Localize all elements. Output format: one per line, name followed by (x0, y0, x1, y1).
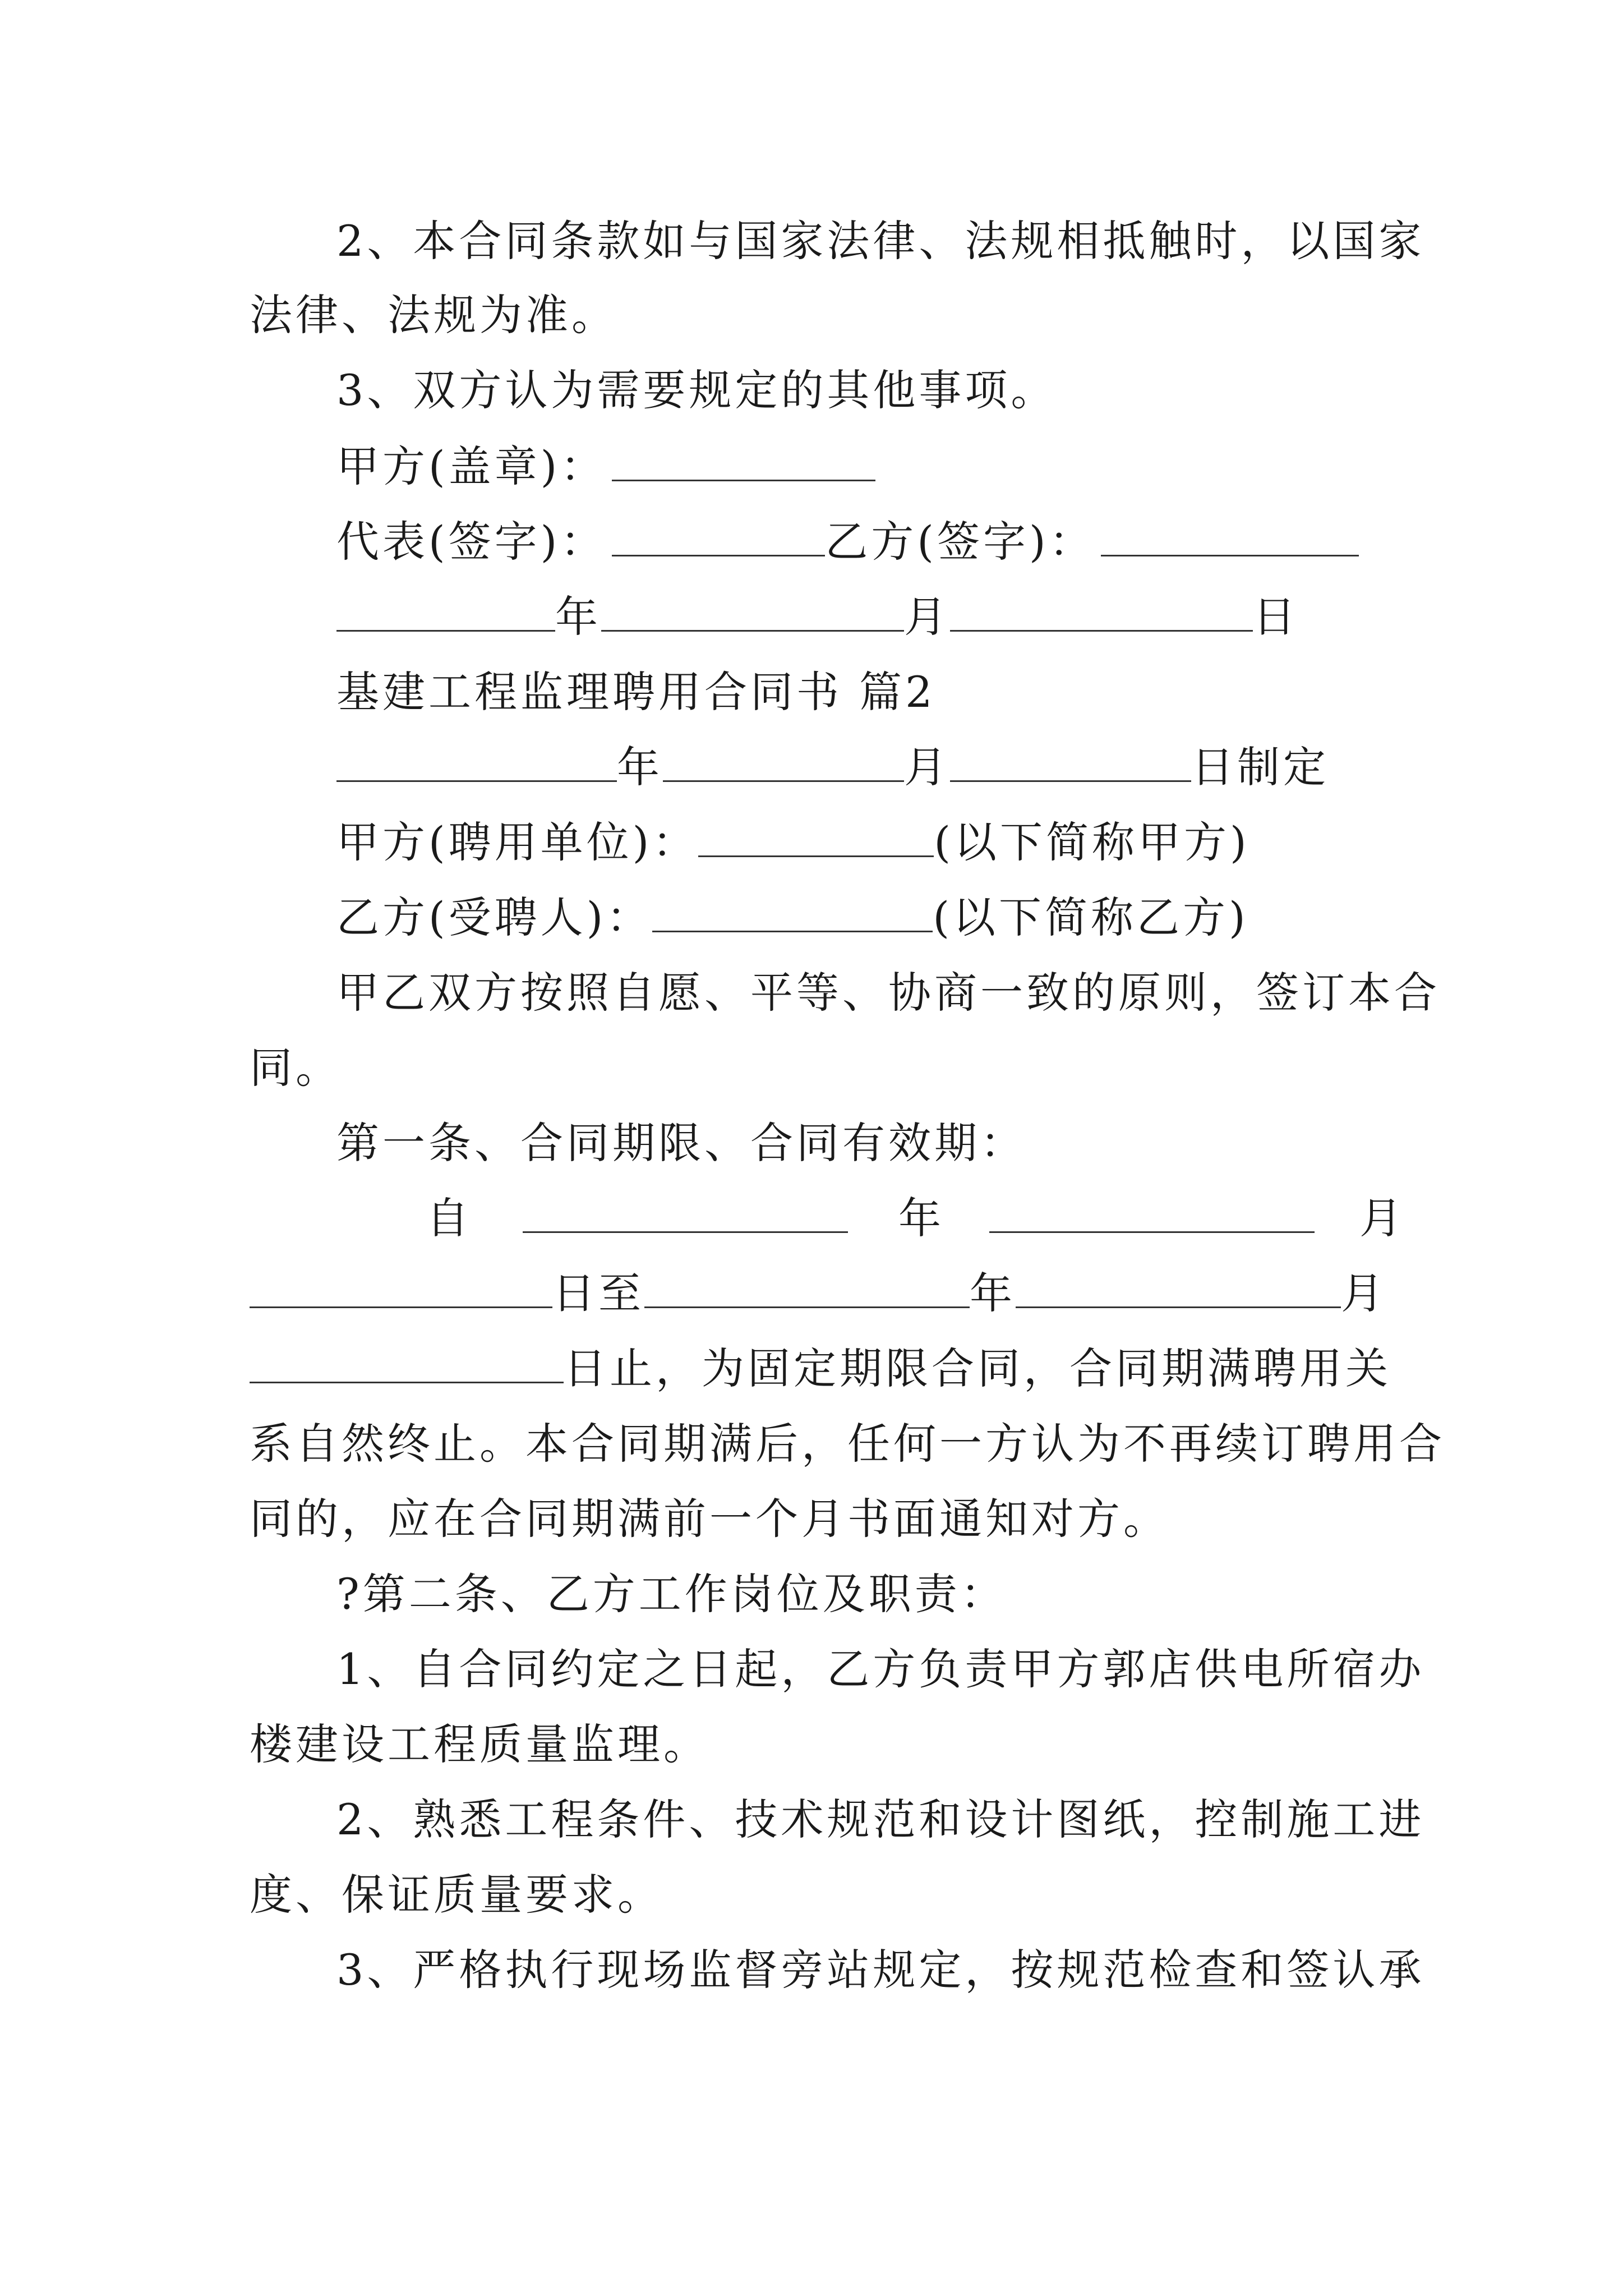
paragraph-line: 度、保证质量要求。 (250, 1870, 663, 1920)
blank-line (250, 1272, 552, 1308)
blank-line (644, 1272, 970, 1308)
section-heading: 基建工程监理聘用合同书 篇2 (336, 667, 936, 717)
seal-line-party-a: 甲方(盖章)： (336, 439, 1623, 495)
paragraph-line: 3、严格执行现场监督旁站规定，按规范检查和签认承 (336, 1945, 1425, 1995)
blank-line (336, 746, 617, 782)
paragraph-line: 3、双方认为需要规定的其他事项。 (336, 365, 1057, 415)
blank-line (612, 520, 825, 556)
date-line: 年 月 日制定 (336, 739, 1623, 795)
blank-line (663, 746, 904, 782)
paragraph-line: 2、本合同条款如与国家法律、法规相抵触时，以国家 (336, 216, 1425, 266)
blank-line (652, 896, 933, 932)
paragraph-line: 法律、法规为准。 (250, 290, 617, 340)
paragraph-line: 1、自合同约定之日起，乙方负责甲方郭店供电所宿办 (336, 1644, 1425, 1694)
blank-line (1016, 1272, 1341, 1308)
term-line: 自 年 月 (426, 1193, 1405, 1243)
paragraph-line: 同。 (250, 1043, 342, 1093)
article-heading: ?第二条、乙方工作岗位及职责： (336, 1569, 1007, 1619)
blank-line (989, 1197, 1315, 1233)
party-b-line: 乙方(受聘人)： (以下简称乙方) (336, 892, 1249, 942)
blank-line (698, 821, 934, 857)
signature-line: 代表(签字)： 乙方(签字)： (336, 514, 1623, 570)
blank-line (336, 595, 555, 632)
article-heading: 第一条、合同期限、合同有效期： (336, 1118, 1026, 1168)
blank-line (950, 746, 1191, 782)
paragraph-line: 2、熟悉工程条件、技术规范和设计图纸，控制施工进 (336, 1795, 1425, 1844)
paragraph-line: 甲乙双方按照自愿、平等、协商一致的原则，签订本合 (336, 968, 1440, 1018)
party-a-line: 甲方(聘用单位)： (以下简称甲方) (336, 817, 1250, 867)
paragraph-line: 楼建设工程质量监理。 (250, 1719, 709, 1769)
blank-line (950, 595, 1253, 632)
paragraph-line: 同的，应在合同期满前一个月书面通知对方。 (250, 1494, 1169, 1544)
blank-line (250, 1347, 564, 1383)
blank-line (601, 595, 904, 632)
paragraph-line: 系自然终止。本合同期满后，任何一方认为不再续订聘用合 (250, 1419, 1445, 1469)
paragraph-line: 日止，为固定期限合同，合同期满聘用关 (250, 1341, 1623, 1397)
date-line: 年 月 日 (336, 589, 1623, 645)
term-line: 日至 年 月 (250, 1266, 1623, 1322)
blank-line (1101, 520, 1359, 556)
blank-line (523, 1197, 848, 1233)
blank-line (612, 445, 875, 481)
